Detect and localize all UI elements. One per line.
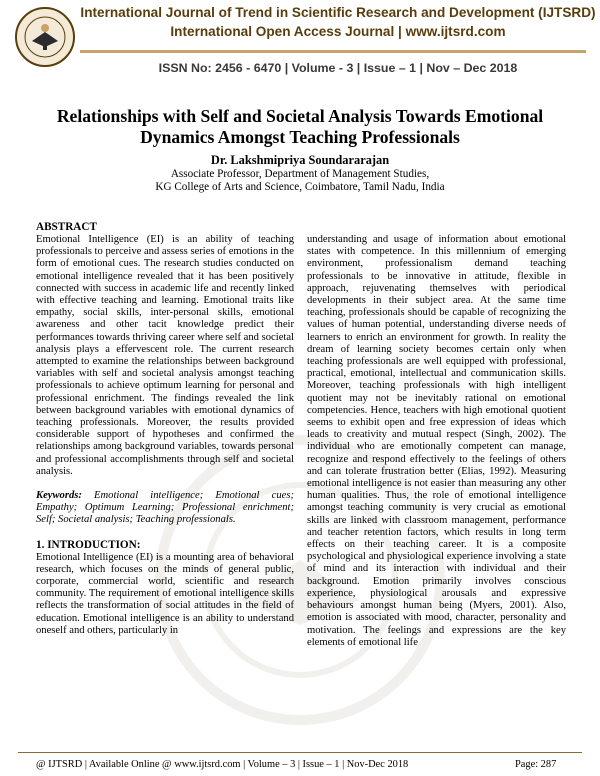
right-column-text: understanding and usage of information about emotional states with competence. In this millennium of emerging environment, professionalism demand teaching professionals to be innovative in attitude, flexible in approach, rejuvenating themselves with periodical developments in their subject area. At the same time teaching, professionals should be capable of recognizing the values of human potential, understanding diverse needs of learners to enrich an environment for growth. In reality the dream of learning society becomes certain only when teaching professionals are well equipped with professional, practical, emotional, intellectual and communication skills. Moreover, teaching professionals with high intelligent quotient may not be inevitably rational on emotional competencies. Hence, teachers with high emotional quotient seems to exhibit open and free expression of ideas which leads to creativity and mutual respect (Singh, 2002). The individual who are emotionally competent can manage, recognize and respond effectively to the feelings of others and can tolerate frustration better (Elias, 1992). Measuring emotional intelligence is not easier than measuring any other human qualities. Thus, the role of emotional intelligence amongst teaching community is very crucial as emotional skills are linked with classroom management, performance and teacher retention factors, which results in long term effects on their teaching career. It is a composite psychological and physiological experience involving a state of mind and its interaction with individual and their background. Emotion primarily involves conscious experience, physiological arousals and expressive behaviours amongst human being (Myers, 2001). Also, emotion is associated with mood, character, personality and motivation. The feelings and expressions are the key elements of emotional life [307,234,566,648]
introduction-text: Emotional Intelligence (EI) is a mounting area of behavioral research, which focuses on the minds of general public, corporate, commercial world, scientific and research community. The requirement of emotional intelligence skills reflects the transformation of social attitudes in the field of education. Emotional intelligence is an ability to understand oneself and others, particularly in [36,551,294,636]
page-number: Page: 287 [515,759,557,770]
introduction-heading: 1. INTRODUCTION: [36,538,141,551]
affiliation-line-2: KG College of Arts and Science, Coimbatore, Tamil Nadu, India [155,181,445,193]
journal-header [0,0,600,86]
footer-citation: @ IJTSRD | Available Online @ www.ijtsrd.com | Volume – 3 | Issue – 1 | Nov-Dec 2018 [36,759,409,770]
affiliation-line-1: Associate Professor, Department of Management Studies, [170,168,430,180]
keywords-label: Keywords: [36,490,82,502]
keywords [36,490,294,527]
header-divider [80,50,586,53]
abstract-heading: ABSTRACT [36,221,97,233]
abstract-text: Emotional Intelligence (EI) is an ability of teaching professionals to perceive and assess series of emotions in the form of emotional cues. The research studies conducted on emotional intelligence revealed that it has been positively connected with success in academic life and recently linked with effective teaching and learning. Emotional traits like empathy, social skills, inter-personal skills, emotional awareness and other tacit knowledge predict their performances towards thriving career where self and societal analysis plays a effervescent role. The current research attempted to examine the relationships between background variables with self and societal analysis amongst teaching professionals to achieve optimum learning for personal and professional enrichment. The findings revealed the link between background variables with emotional dynamics of teaching professionals. Moreover, the results provided considerable support of hypotheses and confirmed the relationships among background variables, towards personal and professional accomplishments through self and societal analysis. [36,234,295,477]
issn-line: ISSN No: 2456 - 6470 | Volume - 3 | Issue – 1 | Nov – Dec 2018 [158,61,518,75]
journal-subtitle: International Open Access Journal | www.ijtsrd.com [170,24,506,39]
paper-title: Relationships with Self and Societal Analysis Towards Emotional Dynamics Amongst Teaching Professionals [56,106,544,147]
right-column [307,234,566,649]
journal-title: International Journal of Trend in Scientific Research and Development (IJTSRD) [80,5,596,20]
author-name: Dr. Lakshmipriya Soundararajan [210,153,390,167]
left-column [36,221,294,637]
page-footer [0,752,600,776]
keywords-text: Emotional intelligence; Emotional cues; Empathy; Optimum Learning; Professional enrichment; Self; Societal analysis; Teaching professionals. [36,490,294,526]
ijtsrd-logo-icon [14,6,76,68]
footer-divider [18,752,582,753]
